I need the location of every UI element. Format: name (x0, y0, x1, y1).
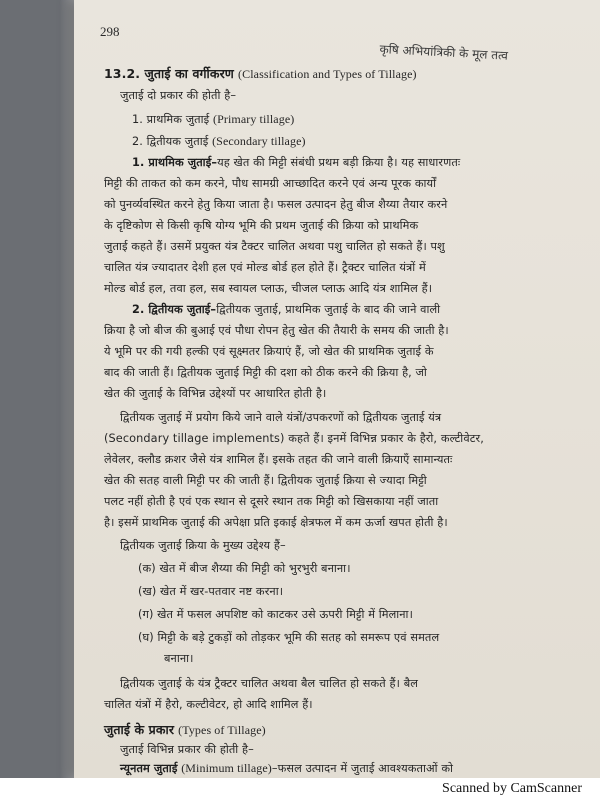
primary-heading: 1. प्राथमिक जुताई– (132, 156, 218, 169)
primary-para-line: मोल्ड बोर्ड हल, तवा हल, सब स्वायल प्लाऊ, चीजल प्लाऊ आदि यंत्र शामिल हैं। (104, 282, 433, 295)
page-number: 298 (100, 24, 120, 39)
objective-item: (ग) खेत में फसल अपशिष्ट को काटकर उसे ऊपरी मिट्टी में मिलाना। (138, 608, 413, 621)
types-intro: जुताई विभिन्न प्रकार की होती है– (120, 743, 254, 756)
primary-para-line: के दृष्टिकोण से किसी कृषि योग्य भूमि की प्रथम जुताई की क्रिया को प्राथमिक (104, 219, 419, 232)
primary-para-line: चालित यंत्र ज्यादातर देशी हल एवं मोल्ड बोर्ड हल होते हैं। ट्रैक्टर चालित यंत्रों में (104, 261, 426, 274)
secondary-para-line: क्रिया है जो बीज की बुआई एवं पौधा रोपन हेतु खेत की तैयारी के समय की जाती है। (104, 324, 449, 337)
objective-item-cont: बनाना। (164, 652, 194, 665)
secondary-heading: 2. द्वितीयक जुताई– (132, 303, 217, 316)
scanner-footer (0, 778, 600, 800)
running-head: कृषि अभियांत्रिकी के मूल तत्व (379, 41, 509, 63)
secondary-para-line: बाद की जाती हैं। द्वितीयक जुताई मिट्टी की दशा को ठीक करने की क्रिया है, जो (104, 366, 427, 379)
implements-para-line: खेत की सतह वाली मिट्टी पर की जाती हैं। द्वितीयक जुताई क्रिया से ज्यादा मिट्टी (104, 474, 427, 487)
primary-para-line: को पुनर्व्यवस्थित करने हेतु किया जाता है। फसल उत्पादन हेतु बीज शैय्या तैयार करने (104, 198, 448, 211)
primary-para-line: 1. प्राथमिक जुताई–यह खेत की मिट्टी संबंधी प्रथम बड़ी क्रिया है। यह साधारणतः (132, 156, 461, 169)
implements-type-line: चालित यंत्रों में हैरो, कल्टीवेटर, हो आदि शामिल हैं। (104, 698, 313, 711)
intro-line: जुताई दो प्रकार की होती है– (120, 89, 237, 102)
implements-para-line: (Secondary tillage implements) कहते हैं। इनमें विभिन्न प्रकार के हैरो, कल्टीवेटर, (104, 432, 484, 445)
objectives-intro: द्वितीयक जुताई क्रिया के मुख्य उद्देश्य हैं– (120, 539, 286, 552)
primary-para-line: जुताई कहते हैं। उसमें प्रयुक्त यंत्र टैक्टर चालित अथवा पशु चालित हो सकते हैं। पशु (104, 240, 445, 253)
type-item: 1. प्राथमिक जुताई (Primary tillage) (132, 112, 295, 126)
section-title-en: (Classification and Types of Tillage) (238, 67, 417, 81)
minimum-tillage-line: न्यूनतम जुताई (Minimum tillage)–फसल उत्पादन में जुताई आवश्यकताओं को (120, 761, 454, 775)
section-title: 13.2. जुताई का वर्गीकरण (104, 66, 234, 81)
secondary-para-line: 2. द्वितीयक जुताई–द्वितीयक जुताई, प्राथमिक जुताई के बाद की जाने वाली (132, 303, 441, 316)
secondary-para-line: खेत की जुताई के विभिन्न उद्देश्यों पर आधारित होती है। (104, 387, 327, 400)
implements-para-line: लेवेलर, क्लौड क्रशर जैसे यंत्र शामिल हैं। इसके तहत की जाने वाली क्रियाएँ सामान्यतः (104, 453, 453, 466)
objective-item: (क) खेत में बीज शैय्या की मिट्टी को भुरभुरी बनाना। (138, 562, 351, 575)
types-heading: जुताई के प्रकार (Types of Tillage) (104, 722, 266, 737)
implements-para-line: है। इसमें प्राथमिक जुताई की अपेक्षा प्रति इकाई क्षेत्रफल में कम ऊर्जा खपत होती है। (104, 516, 448, 529)
scanner-watermark: Scanned by CamScanner (442, 781, 582, 796)
primary-para-line: मिट्टी की ताकत को कम करने, पौध सामग्री आच्छादित करने एवं अन्य पूरक कार्यों (104, 177, 437, 190)
section-heading (104, 66, 417, 82)
objective-item: (घ) मिट्टी के बड़े टुकड़ों को तोड़कर भूमि की सतह को समरूप एवं समतल (138, 631, 440, 644)
type-item: 2. द्वितीयक जुताई (Secondary tillage) (132, 134, 306, 148)
objective-item: (ख) खेत में खर-पतवार नष्ट करना। (138, 585, 284, 598)
implements-type-line: द्वितीयक जुताई के यंत्र ट्रैक्टर चालित अथवा बैल चालित हो सकते हैं। बैल (120, 677, 419, 690)
implements-para-line: पलट नहीं होती है एवं एक स्थान से दूसरे स्थान तक मिट्टी को खिसकाया नहीं जाता (104, 495, 439, 508)
implements-para-line: द्वितीयक जुताई में प्रयोग किये जाने वाले यंत्रों/उपकरणों को द्वितीयक जुताई यंत्र (120, 411, 442, 424)
secondary-para-line: ये भूमि पर की गयी हल्की एवं सूक्ष्मतर क्रियाएं हैं, जो खेत की प्राथमिक जुताई के (104, 345, 434, 358)
